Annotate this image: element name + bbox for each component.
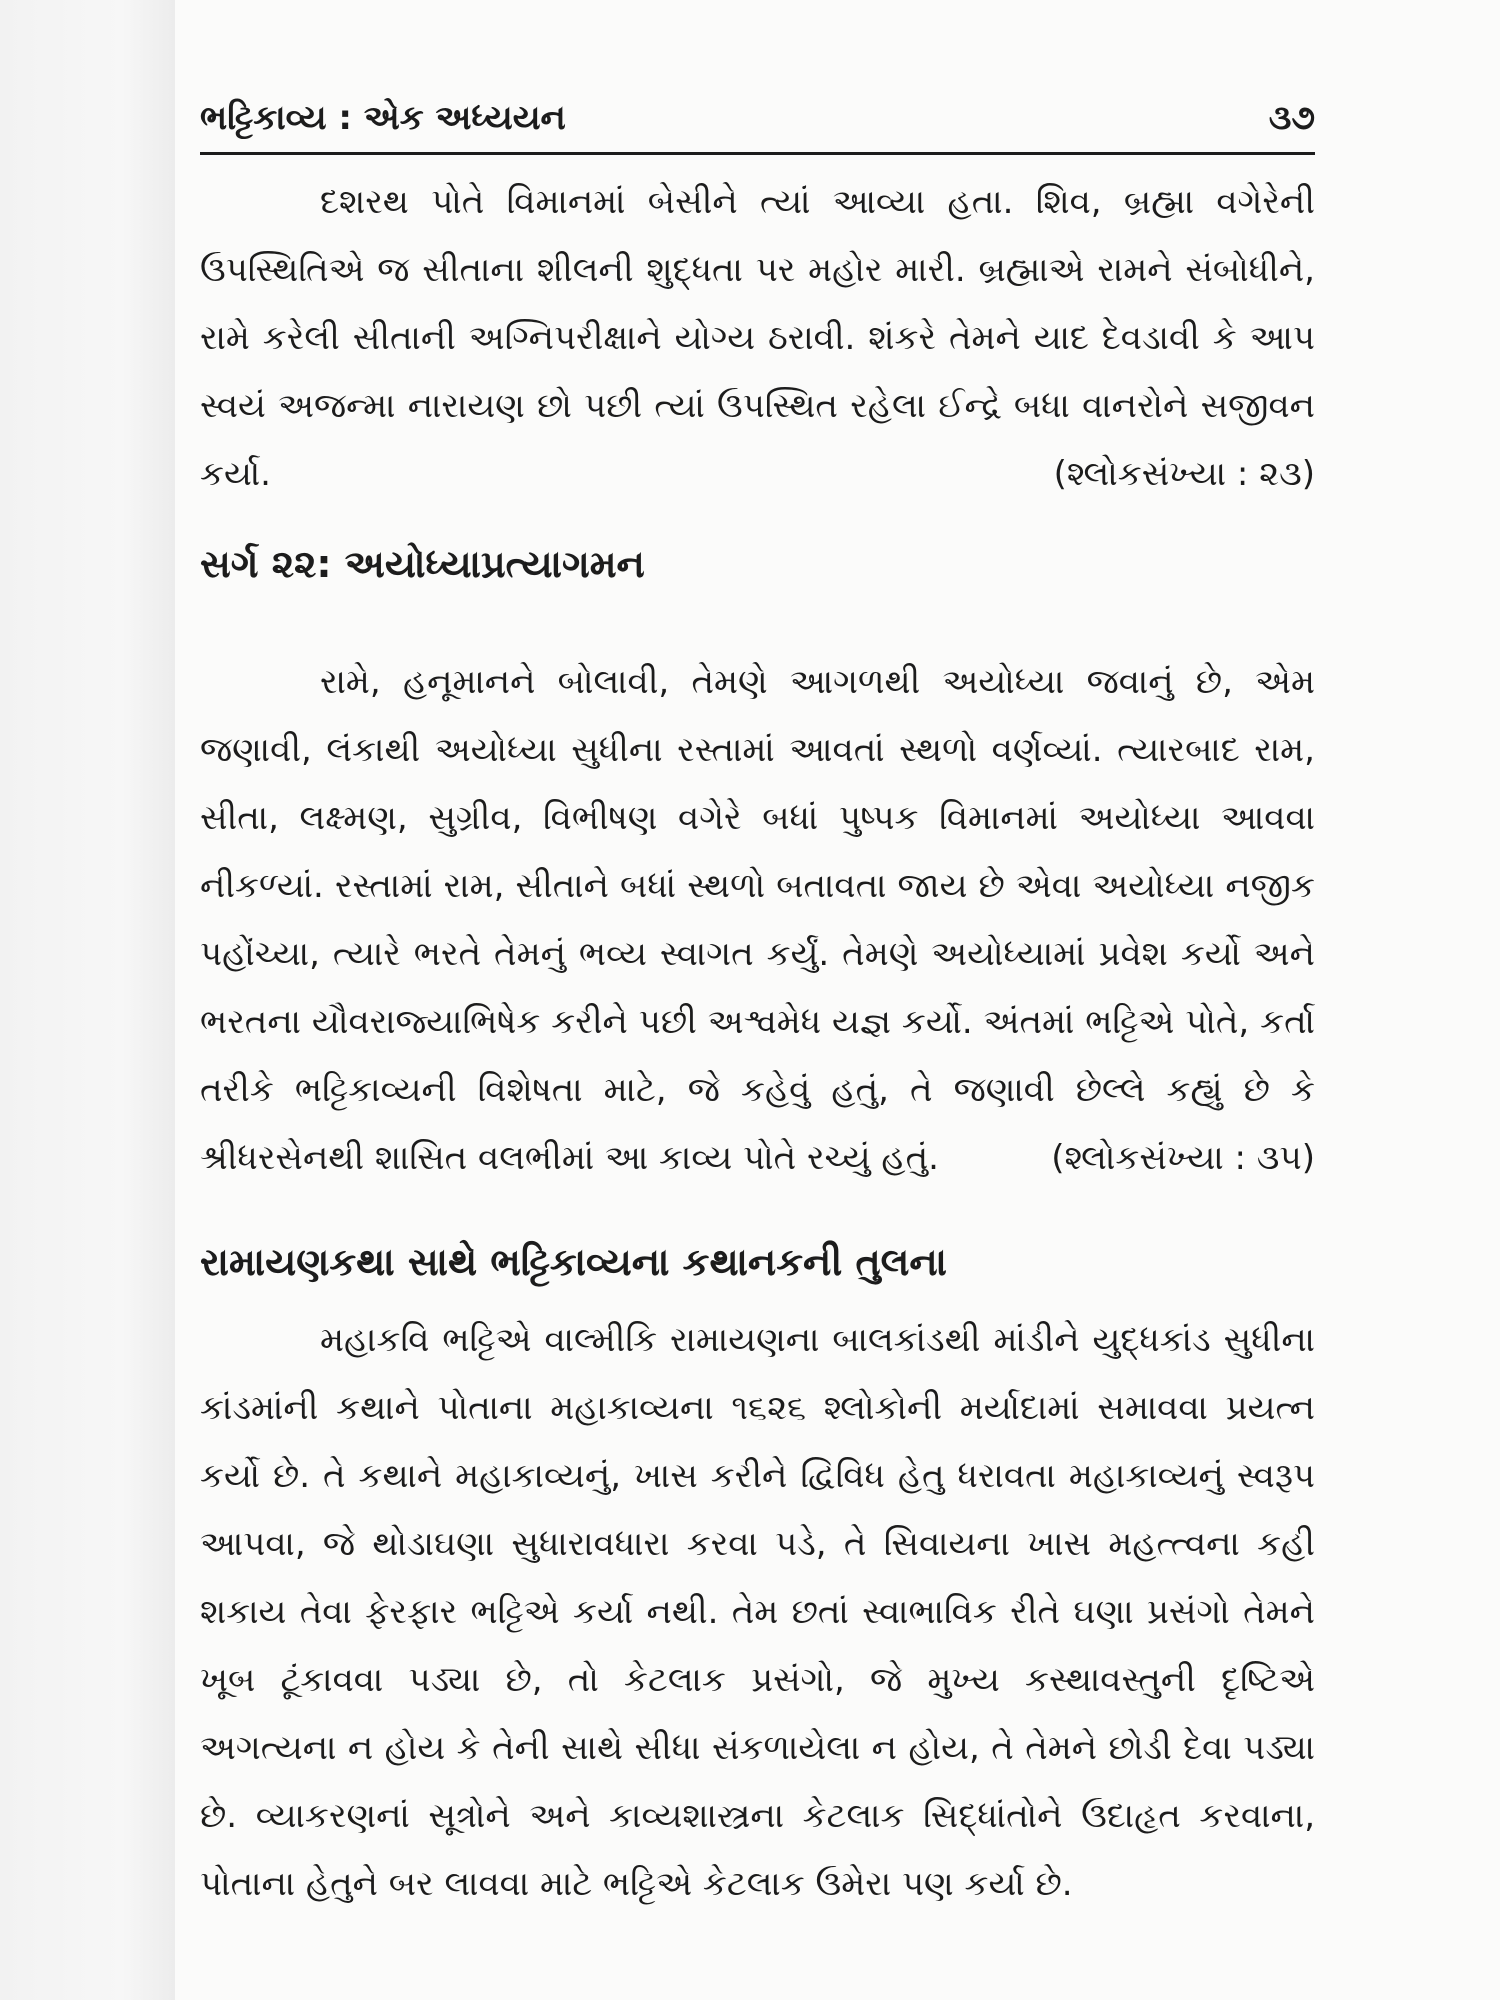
paragraph-sarga-21-end (200, 168, 1315, 508)
paragraph-text: દશરથ પોતે વિમાનમાં બેસીને ત્યાં આવ્યા હતા. શિવ, બ્રહ્મા વગેરેની ઉપસ્થિતિએ જ સીતાના શીલની શુદ્ધતા પર મહોર મારી. બ્રહ્માએ રામને સંબોધીને, રામે કરેલી સીતાની અગ્નિપરીક્ષાને યોગ્ય ઠરાવી. શંકરે તેમને યાદ દેવડાવી કે આપ સ્વયં અજન્મા નારાયણ છો પછી ત્યાં ઉપસ્થિત રહેલા ઈન્દ્રે બધા વાનરોને સજીવન કર્યા. (200, 182, 1315, 494)
page-content (200, 168, 1315, 1918)
paragraph-comparison (200, 1306, 1315, 1918)
section-heading-comparison: રામાયણકથા સાથે ભટ્ટિકાવ્યના કથાનકની તુલના (200, 1240, 947, 1284)
running-header (200, 92, 1315, 155)
page-number: ૩૭ (1268, 98, 1315, 138)
paragraph-text: મહાકવિ ભટ્ટિએ વાલ્મીકિ રામાયણના બાલકાંડથી માંડીને યુદ્ધકાંડ સુધીના કાંડમાંની કથાને પોતાના મહાકાવ્યના ૧૬૨૬ શ્લોકોની મર્યાદામાં સમાવવા પ્રયત્ન કર્યો છે. તે કથાને મહાકાવ્યનું, ખાસ કરીને દ્વિવિધ હેતુ ધરાવતા મહાકાવ્યનું સ્વરૂપ આપવા, જે થોડાઘણા સુધારાવધારા કરવા પડે, તે સિવાયના ખાસ મહત્ત્વના કહી શકાય તેવા ફેરફાર ભટ્ટિએ કર્યા નથી. તેમ છતાં સ્વાભાવિક રીતે ઘણા પ્રસંગો તેમને ખૂબ ટૂંકાવવા પડ્યા છે, તો કેટલાક પ્રસંગો, જે મુખ્ય કસ્થાવસ્તુની દૃષ્ટિએ અગત્યના ન હોય કે તેની સાથે સીધા સંકળાયેલા ન હોય, તે તેમને છોડી દેવા પડ્યા છે. વ્યાકરણનાં સૂત્રોને અને કાવ્યશાસ્ત્રના કેટલાક સિદ્ધાંતોને ઉદાહૃત કરવાના, પોતાના હેતુને બર લાવવા માટે ભટ્ટિએ કેટલાક ઉમેરા પણ કર્યા છે. (200, 1320, 1315, 1904)
paragraph-sarga-22 (200, 648, 1315, 1192)
verse-count: (શ્લોકસંખ્યા : ૨૩) (1053, 454, 1315, 494)
verse-count: (શ્લોકસંખ્યા : ૩૫) (1051, 1138, 1315, 1178)
running-title: ભટ્ટિકાવ્ય : એક અધ્યયન (200, 98, 566, 138)
paragraph-text: રામે, હનૂમાનને બોલાવી, તેમણે આગળથી અયોધ્યા જવાનું છે, એમ જણાવી, લંકાથી અયોધ્યા સુધીના રસ્તામાં આવતાં સ્થળો વર્ણવ્યાં. ત્યારબાદ રામ, સીતા, લક્ષ્મણ, સુગ્રીવ, વિભીષણ વગેરે બધાં પુષ્પક વિમાનમાં અયોધ્યા આવવા નીકળ્યાં. રસ્તામાં રામ, સીતાને બધાં સ્થળો બતાવતા જાય છે એવા અયોધ્યા નજીક પહોંચ્યા, ત્યારે ભરતે તેમનું ભવ્ય સ્વાગત કર્યું. તેમણે અયોધ્યામાં પ્રવેશ કર્યો અને ભરતના યૌવરાજ્યાભિષેક કરીને પછી અશ્વમેધ યજ્ઞ કર્યો. અંતમાં ભટ્ટિએ પોતે, કર્તા તરીકે ભટ્ટિકાવ્યની વિશેષતા માટે, જે કહેવું હતું, તે જણાવી છેલ્લે કહ્યું છે કે શ્રીધરસેનથી શાસિત વલભીમાં આ કાવ્ય પોતે રચ્યું હતું. (200, 662, 1315, 1178)
book-spine-margin (0, 0, 175, 2000)
section-heading-sarga-22: સર્ગ ૨૨: અયોધ્યાપ્રત્યાગમન (200, 542, 645, 586)
